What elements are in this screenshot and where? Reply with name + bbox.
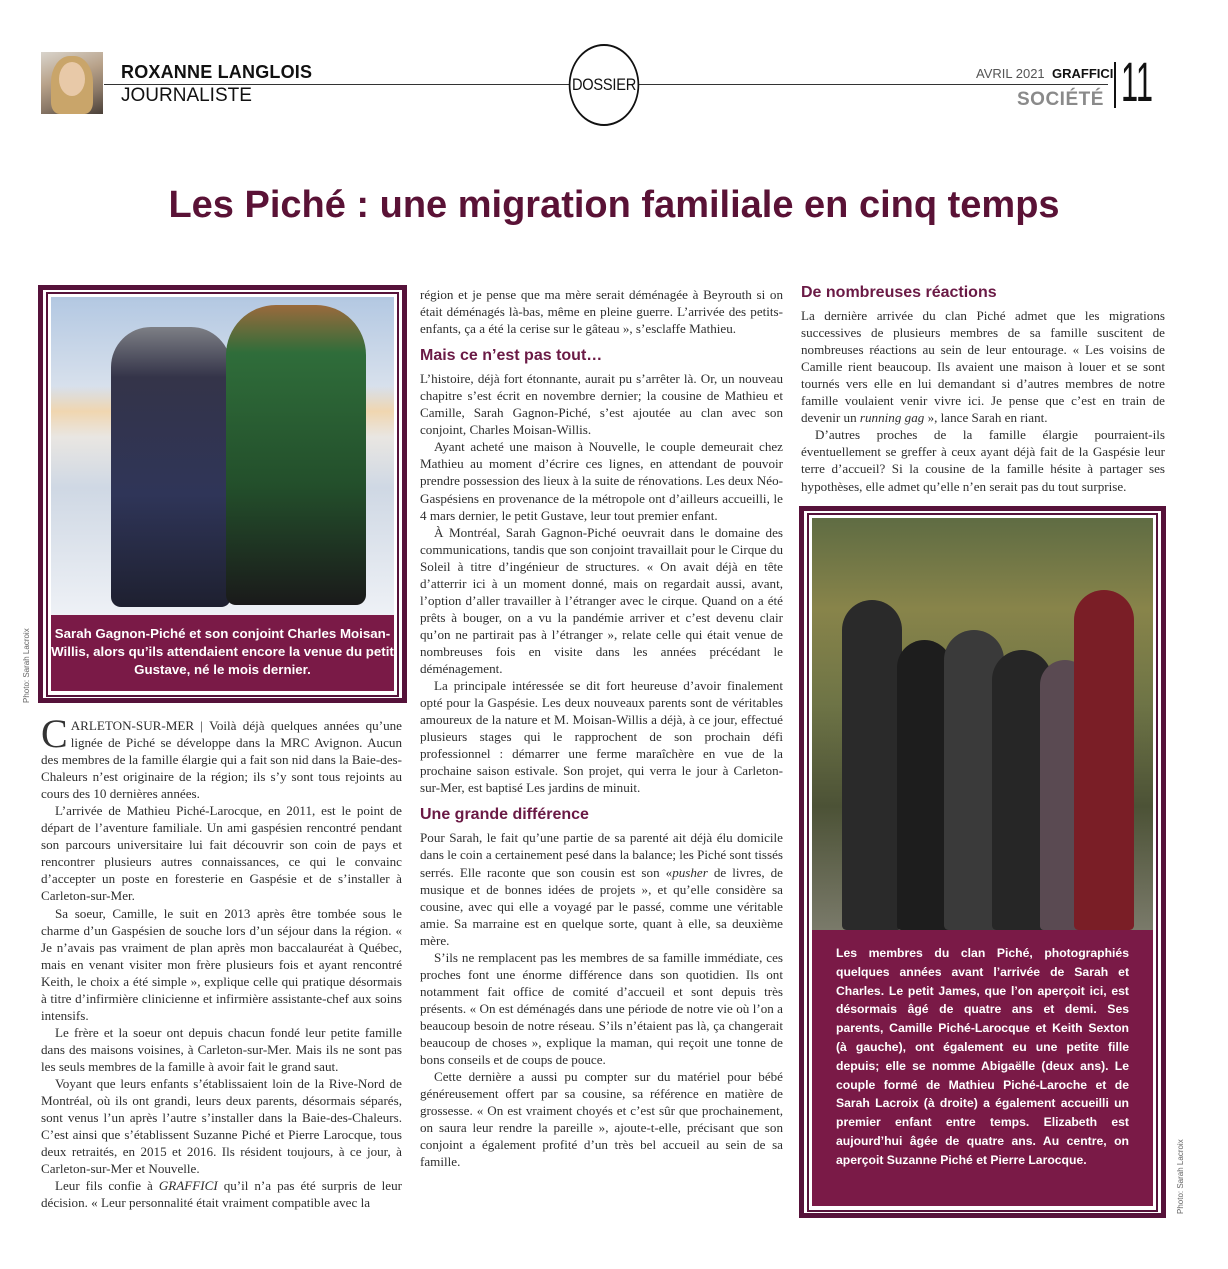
photo2-caption: Les membres du clan Piché, photographiés quelques années avant l’arrivée de Sarah et Charles. Le petit James, que l’on aperçoit ici, est désormais âgé de quatre ans et demi. Ses parents, Camille Piché-Larocque et Keith Sexton (à gauche), ont également eu une petite fille depuis; elle se nomme Abigaëlle (deux ans). Le couple formé de Mathieu Piché-Laroche et de Sarah Lacroix (à droite) a également accueilli un premier enfant entre temps. Elizabeth est aujourd’hui âgée de quatre ans. Au centre, on aperçoit Suzanne Piché et Pierre Larocque.: [812, 930, 1153, 1206]
paragraph: L’arrivée de Mathieu Piché-Larocque, en 2011, est le point de départ de l’aventure familiale. Un ami gaspésien rencontré pendant son parcours universitaire lui fait découvrir son coin de pays et rencontrer plusieurs autres connaissances, ce qui le convainc d’accepter un poste en foresterie en Gaspésie et de s’installer à Carleton-sur-Mer.: [41, 803, 402, 904]
author-photo: [41, 52, 103, 114]
paragraph: Leur fils confie à GRAFFICI qu’il n’a pas été surpris de leur décision. « Leur personnalité était vraiment compatible avec la: [41, 1178, 402, 1211]
dossier-badge: DOSSIER: [569, 44, 640, 126]
header-divider: [1114, 62, 1116, 108]
paragraph: S’ils ne remplacent pas les membres de sa famille immédiate, ces proches font une énorme différence dans son quotidien. Ils ont notamment fait office de comité d’accueil et sont depuis très présents. « On est déménagés dans une période de notre vie où l’on a beaucoup besoin de notre réseau. S’ils n’étaient pas là, ça changerait beaucoup de choses », explique la maman, qui reçoit une tonne de bons conseils et de coups de pouce.: [420, 949, 783, 1068]
paragraph: À Montréal, Sarah Gagnon-Piché oeuvrait dans le domaine des communications, tandis que son conjoint travaillait pour le Cirque du Soleil à titre d’ingénieur de structures. « On avait déjà en tête d’atterrir ici à un moment donné, mais on regardait aussi, avant, l’option d’aller travailler à l’étranger avec le cirque. Quand on a été prêts à bouger, on a vu la pandémie arriver et c’est devenu clair qu’on ne partirait pas à l’étranger », relate celle qui était venue de nombreuses fois en visite dans les années précédant le déménagement.: [420, 524, 783, 676]
paragraph: Cette dernière a aussi pu compter sur du matériel pour bébé généreusement offert par sa cousine, sa référence en matière de grossesse. « On est vraiment choyés et c’est sûr que prochainement, on saura leur rendre la pareille », ajoute-t-elle, précisant que son conjoint a également profité d’un très bel accueil au sein de sa famille.: [420, 1069, 783, 1170]
couple-photo: [51, 297, 394, 615]
paragraph: Ayant acheté une maison à Nouvelle, le couple demeurait chez Mathieu au moment d’écrire ces lignes, en attendant de pouvoir prendre possession des lieux à la suite de rénovations. Les deux Néo-Gaspésiens en provenance de la métropole ont d’ailleurs accueilli, le 4 mars dernier, le petit Gustave, leur tout premier enfant.: [420, 439, 783, 523]
paragraph: La principale intéressée se dit fort heureuse d’avoir finalement opté pour la Gaspésie. Les deux nouveaux parents sont de véritables amoureux de la nature et M. Moisan-Willis a déjà, à ce jour, effectué plusieurs stages qui le rapprochent de son prochain défi professionnel : démarrer une ferme maraîchère en vue de la prochaine saison estivale. Son projet, qui verra le jour à Carleton-sur-Mer, est baptisé Les jardins de minuit.: [420, 678, 783, 796]
paragraph: L’histoire, déjà fort étonnante, aurait pu s’arrêter là. Or, un nouveau chapitre s’est écrit en novembre dernier; la cousine de Mathieu et Camille, Sarah Gagnon-Piché, s’est ajoutée au clan avec son conjoint, Charles Moisan-Willis.: [420, 371, 783, 438]
author-role: JOURNALISTE: [121, 85, 252, 106]
issue-date: AVRIL 2021: [976, 66, 1045, 81]
paragraph: région et je pense que ma mère serait déménagée à Beyrouth si on était déménagés là-bas, même en pleine guerre. L’arrivée des petits-enfants, ça a été la cerise sur le gâteau », s’esclaffe Mathieu.: [420, 287, 783, 337]
article-headline: Les Piché : une migration familiale en cinq temps: [168, 184, 1060, 226]
paragraph: D’autres proches de la famille élargie pourraient-ils éventuellement se greffer à ceux ayant déjà fait de la Gaspésie leur terre d’accueil? Si la cousine de la famille hésite à partager ses hypothèses, elle admet qu’elle n’en serait pas du tout surprise.: [801, 427, 1165, 494]
woman-figure: [111, 327, 231, 607]
author-name: ROXANNE LANGLOIS: [121, 62, 313, 82]
subhead-mais-ce-nest-pas-tout: Mais ce n’est pas tout…: [420, 347, 603, 365]
drop-cap: C: [41, 711, 68, 756]
subhead-de-nombreuses-reactions: De nombreuses réactions: [801, 284, 997, 301]
photo1-credit: Photo: Sarah Lacroix: [22, 628, 31, 703]
paragraph: Voyant que leurs enfants s’établissaient loin de la Rive-Nord de Montréal, où ils ont grandi, leurs deux parents, désormais séparés, sont venus l’un après l’autre s’installer dans la Baie-des-Chaleurs. C’est ainsi que s’établissent Suzanne Piché et Pierre Larocque, tous deux retraités, en 2015 et 2016. Ils résident toujours, à ce jour, à Carleton-sur-Mer et Nouvelle.: [41, 1075, 402, 1177]
paragraph: Sa soeur, Camille, le suit en 2013 après être tombée sous le charme d’un Gaspésien de souche lors d’un séjour dans la région. « Je n’avais pas vraiment de plan après mon baccalauréat à Québec, mais en venant visiter mon frère plusieurs fois et ayant rencontré Keith, le choix a été simple », explique celle qui pratique désormais à titre d’infirmière clinicienne et infirmière assistante-chef aux soins intensifs.: [41, 905, 402, 1023]
paragraph: La dernière arrivée du clan Piché admet que les migrations successives de plusieurs membres de sa famille suscitent de nombreuses réactions au sein de leur entourage. « Les voisins de Camille rient beaucoup. Ils avaient une maison à louer et se sont tournés vers elle en lui demandant si d’autres membres de notre famille voulaient venir vivre ici. Je pense que c’est en train de devenir un running gag », lance Sarah en riant.: [801, 308, 1165, 426]
family-photo: [812, 518, 1153, 930]
column-3: [801, 284, 1165, 495]
section-label: SOCIÉTÉ: [1017, 89, 1104, 110]
man-figure: [226, 305, 366, 605]
photo2-credit: Photo: Sarah Lacroix: [1176, 1139, 1185, 1214]
lead-paragraph: ARLETON-SUR-MER | Voilà déjà quelques années qu’une lignée de Piché se développe dans la MRC Avignon. Aucun des membres de la famille élargie qui a fait son nid dans la Baie-des-Chaleurs n’est originaire de la région; ils s’y sont tous rejoints au cours des 10 dernières années.: [41, 718, 402, 802]
page-number: 11: [1121, 50, 1153, 113]
column-2: [420, 286, 783, 1170]
column-1: [41, 711, 402, 1211]
subhead-une-grande-difference: Une grande différence: [420, 806, 589, 824]
publication-name: GRAFFICI: [1052, 66, 1114, 81]
paragraph: Pour Sarah, le fait qu’une partie de sa parenté ait déjà élu domicile dans le coin a certainement pesé dans la balance; les Piché sont tissés serrés. Elle raconte que son cousin est son «pusher de livres, de musique et de bonnes idées de projets », et qu’elle considère sa cousine, avec qui elle a voyagé par le passé, comme une véritable amie. Sa marraine est en quelque sorte, quant à elle, sa deuxième mère.: [420, 830, 783, 948]
photo1-caption: Sarah Gagnon-Piché et son conjoint Charles Moisan-Willis, alors qu’ils attendaient encore la venue du petit Gustave, né le mois dernier.: [51, 615, 394, 691]
paragraph: Le frère et la soeur ont depuis chacun fondé leur petite famille dans des maisons voisines, à Carleton-sur-Mer. Mais ils ne sont pas les seuls membres de la famille à avoir fait le grand saut.: [41, 1024, 402, 1074]
